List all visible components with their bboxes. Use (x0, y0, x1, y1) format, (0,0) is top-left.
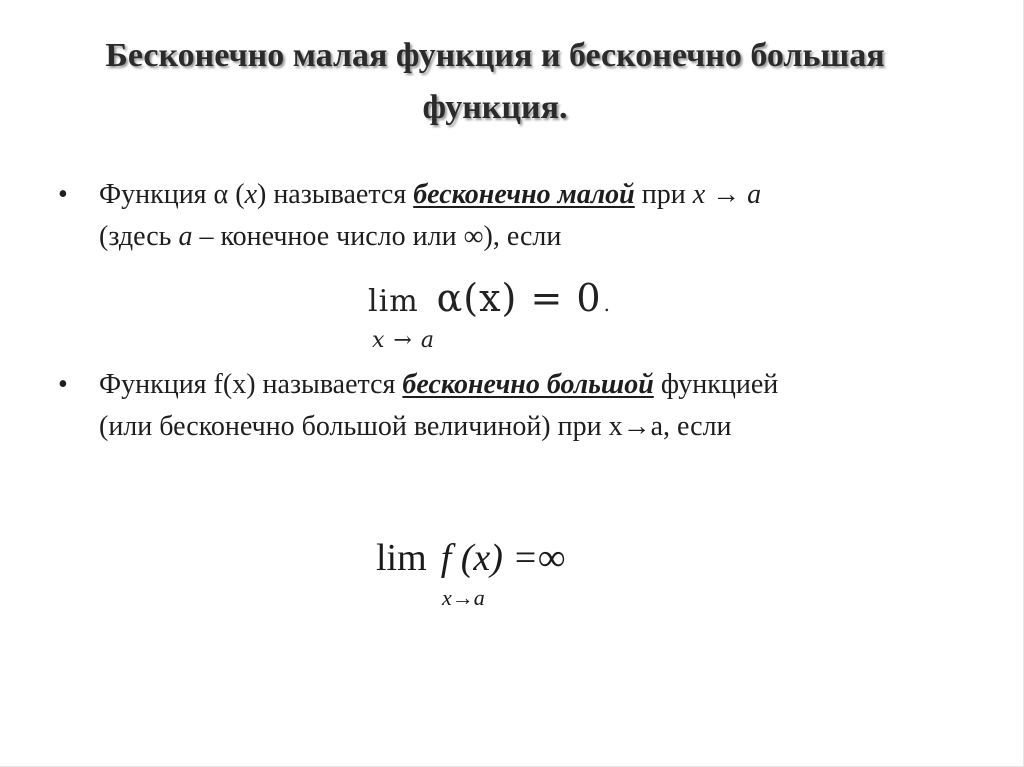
text-run: функцией (653, 369, 779, 400)
bullet-text (99, 364, 979, 448)
emphasized-term-infinitely-large: бесконечно большой (402, 369, 654, 400)
formula-limit-f-main (376, 533, 565, 583)
bullet-infinitesimal-definition (58, 174, 979, 258)
formula-limit-alpha (368, 276, 611, 353)
variable-x: x (244, 179, 257, 210)
emphasized-term-infinitesimal: бесконечно малой (413, 179, 635, 210)
variable-x: x (692, 179, 706, 210)
slide-title-line-1: Бесконечно малая функция и бесконечно большая (105, 37, 885, 74)
formula-period: . (603, 292, 611, 316)
formula-limit-f (376, 533, 566, 610)
text-run: (или бесконечно большой величиной) при x→a, если (99, 411, 732, 442)
text-run: – конечное число или ∞), если (192, 221, 562, 252)
bullet-marker: • (58, 179, 68, 210)
variable-a: a (178, 221, 193, 252)
text-run: Функция f(x) называется (99, 369, 403, 400)
formula-expression: f (x) =∞ (440, 537, 566, 579)
text-run: при (634, 179, 693, 210)
bullet-marker: • (58, 369, 68, 400)
formula-limit-subscript: x → a (372, 328, 435, 353)
bullet-text (99, 174, 979, 258)
lim-operator: lim (376, 537, 427, 579)
lim-operator: lim (368, 284, 419, 319)
arrow-text: → (705, 179, 748, 210)
variable-a: a (747, 179, 762, 210)
text-run: Функция α ( (99, 179, 245, 210)
bullet-infinitely-large-definition (58, 364, 979, 448)
formula-limit-alpha-main (368, 276, 611, 326)
slide-title (20, 30, 970, 134)
formula-expression: α(x) = 0 (436, 276, 602, 320)
slide-title-line-2: функция. (422, 89, 568, 126)
text-run: ) называется (257, 179, 414, 210)
formula-limit-subscript: x→a (442, 585, 485, 610)
text-run: (здесь (99, 221, 179, 252)
